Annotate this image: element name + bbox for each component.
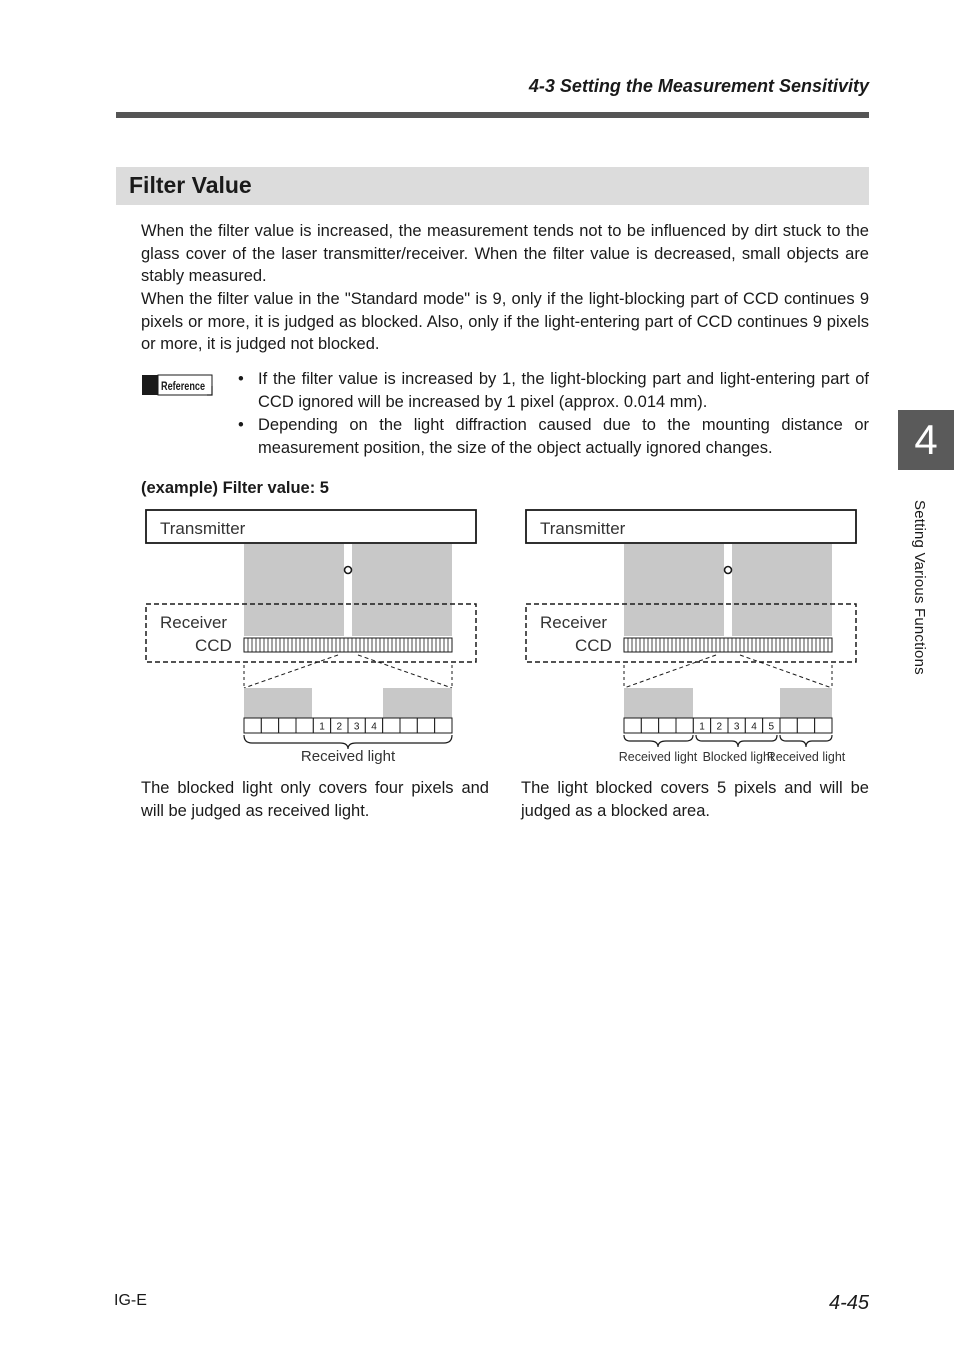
chapter-side-text: Setting Various Functions — [911, 500, 928, 675]
pixel-cell — [797, 718, 814, 733]
pixel-cell — [815, 718, 832, 733]
bracket — [780, 735, 832, 747]
pixel-number: 3 — [353, 721, 360, 733]
pixel-number: 5 — [768, 721, 775, 733]
pixel-cell — [296, 718, 313, 733]
bullet-text: Depending on the light diffraction caused due to the mounting distance or measurement position, the size of the object actually ignored changes. — [258, 416, 869, 458]
pixel-number: 4 — [371, 721, 377, 733]
pixel-row — [244, 718, 452, 733]
ccd-label: CCD — [195, 636, 232, 655]
running-header: 4-3 Setting the Measurement Sensitivity — [528, 76, 869, 96]
light-beam-right — [352, 544, 452, 636]
pixel-cell — [676, 718, 693, 733]
light-beam-left — [624, 544, 724, 636]
paragraph-2: When the filter value in the "Standard mode" is 9, only if the light-blocking part of CCD continues 9 pixels or more, it is judged as blocked. Also, only if the light-entering part of CCD continues 9 pixels or more, it is judged not blocked. — [141, 290, 869, 354]
pixel-cell — [780, 718, 797, 733]
reference-bullets — [236, 368, 869, 461]
bracket — [244, 735, 452, 749]
light-beam-left — [244, 544, 344, 636]
example-label: (example) Filter value: 5 — [141, 479, 329, 497]
right-caption: The light blocked covers 5 pixels and will be judged as a blocked area. — [521, 779, 869, 820]
pixel-number: 3 — [733, 721, 740, 733]
pixel-cell — [261, 718, 278, 733]
received-light-label: Received light — [300, 748, 396, 765]
chapter-tab: 4 — [898, 410, 954, 470]
pixel-cell — [659, 718, 676, 733]
pixel-cell — [435, 718, 452, 733]
bracket — [696, 735, 777, 747]
transmitter-label: Transmitter — [540, 519, 626, 538]
receiver-label: Receiver — [160, 613, 228, 632]
pixel-number: 2 — [336, 721, 343, 733]
object-icon — [725, 567, 732, 574]
pixel-cell — [417, 718, 434, 733]
ccd-strip — [244, 638, 452, 652]
left-caption: The blocked light only covers four pixels and will be judged as received light. — [141, 779, 489, 820]
pixel-cell — [279, 718, 296, 733]
reference-badge-icon — [141, 374, 215, 398]
pixel-cell — [244, 718, 261, 733]
paragraph-1: When the filter value is increased, the measurement tends not to be influenced by dirt stuck to the glass cover of the laser transmitter/receiver. When the filter value is decreased, small objects are stably measured. — [141, 222, 869, 286]
pixel-number: 4 — [751, 721, 757, 733]
light-beam-right — [732, 544, 832, 636]
bracket — [624, 735, 693, 747]
bullet-text: If the filter value is increased by 1, the light-blocking part and light-entering part of CCD ignored will be increased by 1 pixel (approx. 0.014 mm). — [258, 370, 869, 411]
received-light-label: Received light — [766, 750, 846, 764]
list-item: • If the filter value is increased by 1, the light-blocking part and light-entering part of CCD ignored will be increased by 1 pixel (approx. 0.014 mm). — [238, 370, 869, 411]
receiver-label: Receiver — [540, 613, 608, 632]
pixel-cell — [641, 718, 658, 733]
pixel-number: 1 — [699, 721, 705, 733]
ccd-label: CCD — [575, 636, 612, 655]
blocked-light-label: Blocked light — [702, 750, 774, 764]
pixel-number: 1 — [319, 721, 325, 733]
list-item: • Depending on the light diffraction caused due to the mounting distance or measurement position, the size of the object actually ignored changes. — [238, 416, 869, 458]
section-title: Filter Value — [129, 172, 252, 198]
pixel-cell — [624, 718, 641, 733]
received-light-label: Received light — [618, 750, 698, 764]
ccd-strip — [624, 638, 832, 652]
pixel-row — [624, 718, 832, 733]
pixel-cell — [400, 718, 417, 733]
page-number: 4-45 — [828, 1292, 869, 1314]
transmitter-label: Transmitter — [160, 519, 246, 538]
footer-code: IG-E — [114, 1292, 147, 1309]
object-icon — [345, 567, 352, 574]
right-diagram — [520, 505, 865, 770]
header-rule — [116, 112, 869, 118]
pixel-cell — [383, 718, 400, 733]
reference-badge-label: Reference — [161, 379, 206, 393]
left-diagram — [140, 505, 485, 770]
pixel-number: 2 — [716, 721, 723, 733]
